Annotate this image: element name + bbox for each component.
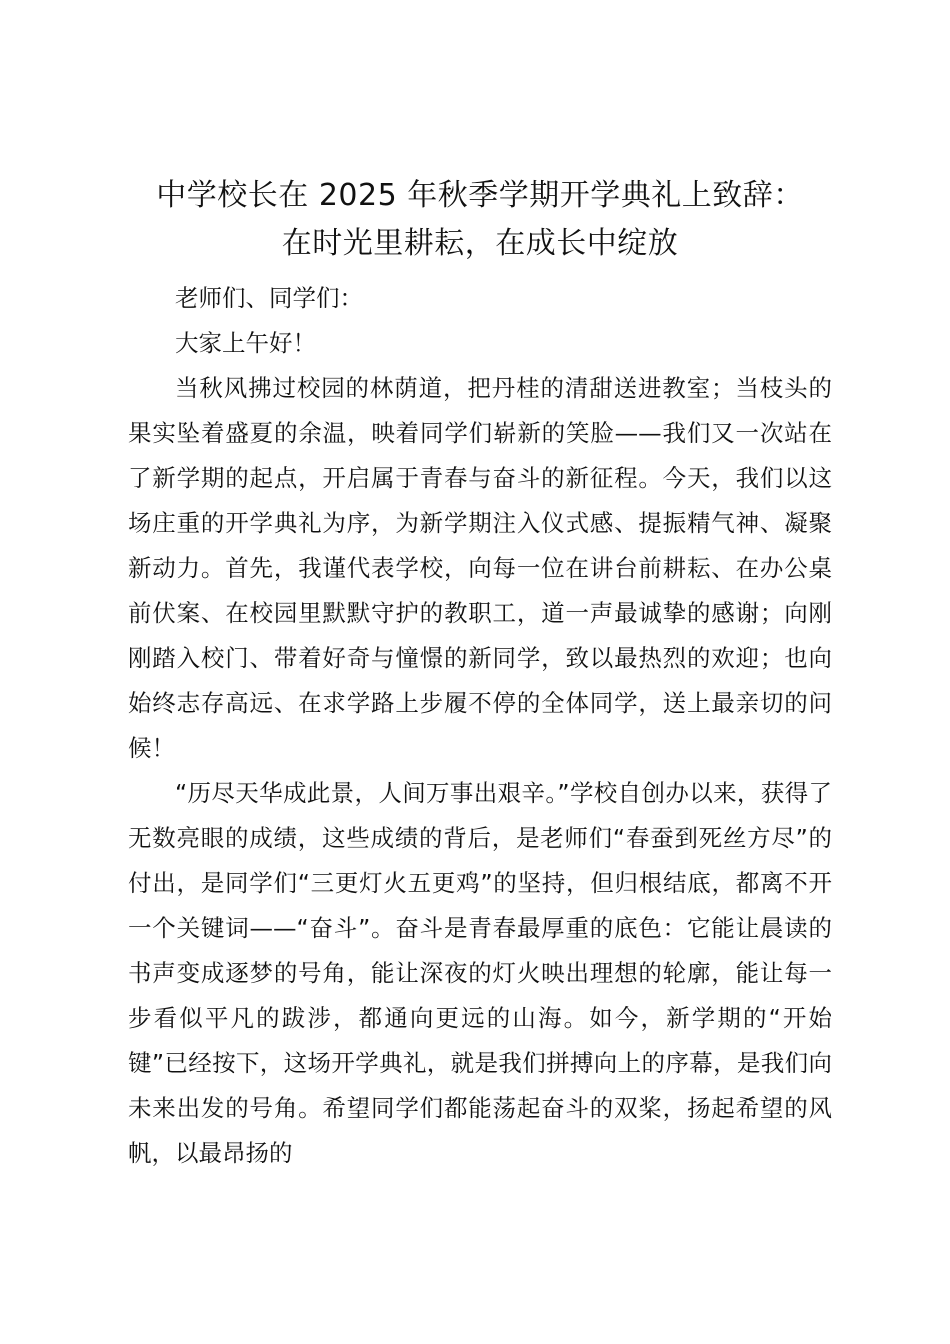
document-body <box>128 276 832 1176</box>
title-line-1: 中学校长在 2025 年秋季学期开学典礼上致辞： <box>156 178 804 213</box>
title-line-2: 在时光里耕耘，在成长中绽放 <box>281 226 679 261</box>
body-paragraph: 当秋风拂过校园的林荫道，把丹桂的清甜送进教室；当枝头的果实坠着盛夏的余温，映着同学们崭新的笑脸——我们又一次站在了新学期的起点，开启属于青春与奋斗的新征程。今天，我们以这场庄重的开学典礼为序，为新学期注入仪式感、提振精气神、凝聚新动力。首先，我谨代表学校，向每一位在讲台前耕耘、在办公桌前伏案、在校园里默默守护的教职工，道一声最诚挚的感谢；向刚刚踏入校门、带着好奇与憧憬的新同学，致以最热烈的欢迎；也向始终志存高远、在求学路上步履不停的全体同学，送上最亲切的问候！ <box>128 374 832 762</box>
salutation-paragraph: 老师们、同学们： <box>175 284 363 312</box>
body-paragraph: “历尽天华成此景，人间万事出艰辛。”学校自创办以来，获得了无数亮眼的成绩，这些成绩的背后，是老师们“春蚕到死丝方尽”的付出，是同学们“三更灯火五更鸡”的坚持，但归根结底，都离不开一个关键词——“奋斗”。奋斗是青春最厚重的底色：它能让晨读的书声变成逐梦的号角，能让深夜的灯火映出理想的轮廓，能让每一步看似平凡的跋涉，都通向更远的山海。如今，新学期的“开始键”已经按下，这场开学典礼，就是我们拼搏向上的序幕，是我们向未来出发的号角。希望同学们都能荡起奋斗的双桨，扬起希望的风帆，以最昂扬的 <box>128 779 832 1167</box>
greeting-paragraph: 大家上午好！ <box>175 329 316 357</box>
document-title <box>100 172 860 268</box>
